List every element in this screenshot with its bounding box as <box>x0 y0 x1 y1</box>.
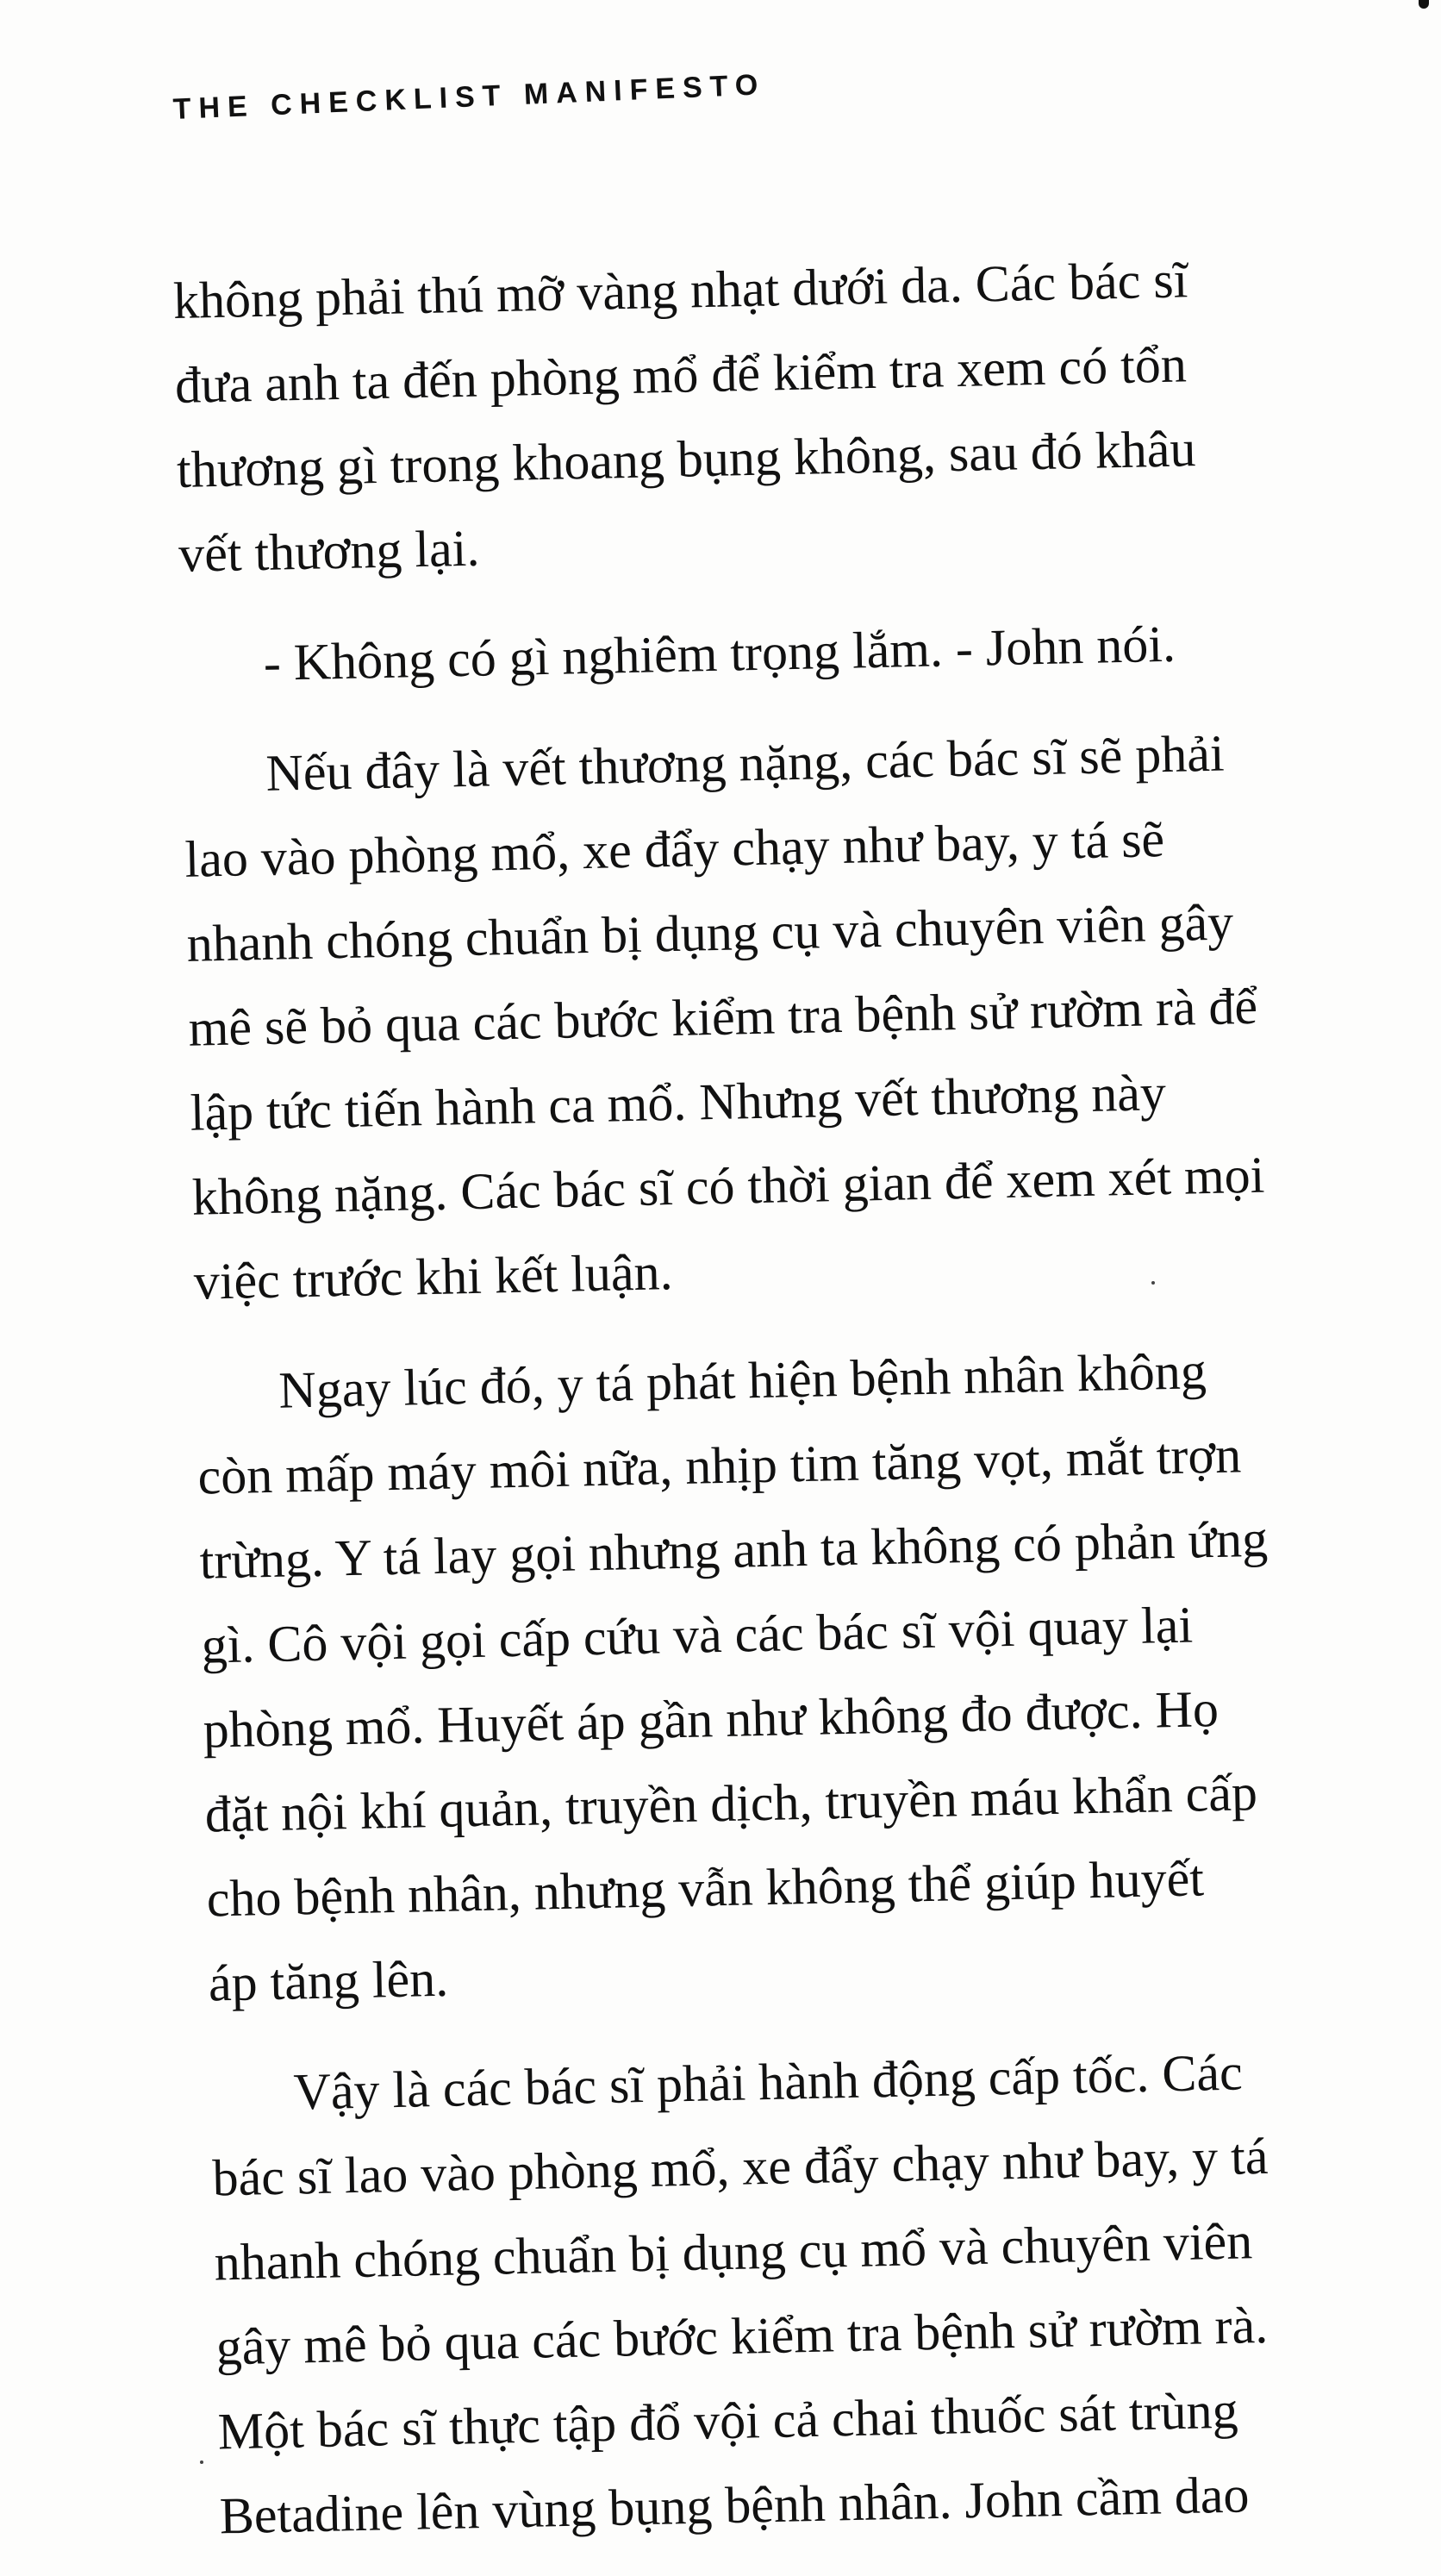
text-line: mê sẽ bỏ qua các bước kiểm tra bệnh sử rườm rà để <box>188 977 1258 1057</box>
text-line: việc trước khi kết luận. <box>193 1243 674 1310</box>
text-line: không phải thú mỡ vàng nhạt dưới da. Các bác sĩ <box>172 251 1188 329</box>
text-line: Nếu đây là vết thương nặng, các bác sĩ sẽ phải <box>265 724 1226 802</box>
text-line: không nặng. Các bác sĩ có thời gian để xem xét mọi <box>191 1146 1265 1226</box>
text-line: đặt nội khí quản, truyền dịch, truyền máu khẩn cấp <box>204 1764 1258 1843</box>
text-line: nhanh chóng chuẩn bị dụng cụ mổ và chuyên viên <box>214 2212 1253 2292</box>
paper-speck <box>1151 1281 1155 1285</box>
text-line: Betadine lên vùng bụng bệnh nhân. John cầm dao <box>219 2466 1251 2545</box>
text-line: nhanh chóng chuẩn bị dụng cụ và chuyên viên gây <box>185 893 1234 972</box>
text-line: vết thương lại. <box>178 519 481 583</box>
text-line: trừng. Y tá lay gọi nhưng anh ta không có phản ứng <box>198 1510 1269 1590</box>
paragraph <box>172 234 1360 597</box>
text-line: Vậy là các bác sĩ phải hành động cấp tốc. Các <box>292 2043 1244 2121</box>
text-line: lao vào phòng mổ, xe đẩy chạy như bay, y tá sẽ <box>184 810 1165 888</box>
text-line: áp tăng lên. <box>208 1949 449 2012</box>
paragraph <box>210 2027 1401 2559</box>
page-corner-mark <box>1419 0 1429 9</box>
text-line: thương gì trong khoang bụng không, sau đó khâu <box>176 420 1197 498</box>
text-line: Ngay lúc đó, y tá phát hiện bệnh nhân không <box>278 1342 1207 1419</box>
text-line: cho bệnh nhân, nhưng vẫn không thể giúp huyết <box>206 1849 1205 1928</box>
text-line: còn mấp máy môi nữa, nhịp tim tăng vọt, mắt trợn <box>196 1426 1242 1505</box>
paragraph <box>183 708 1376 1324</box>
text-line: lập tức tiến hành ca mổ. Nhưng vết thương này <box>190 1064 1167 1141</box>
text-line: đưa anh ta đến phòng mổ để kiểm tra xem có tổn <box>174 335 1188 414</box>
text-line: bác sĩ lao vào phòng mổ, xe đẩy chạy như bay, y tá <box>211 2127 1269 2207</box>
text-line: Một bác sĩ thực tập đổ vội cả chai thuốc sát trùng <box>217 2381 1239 2460</box>
text-line: - Không có gì nghiêm trọng lắm. - John nói. <box>263 615 1176 691</box>
paper-speck <box>200 2460 203 2464</box>
paragraph <box>196 1325 1390 2026</box>
body-text <box>172 234 1401 2558</box>
text-line: gây mê bỏ qua các bước kiểm tra bệnh sử rườm rà. <box>215 2296 1269 2376</box>
running-head: THE CHECKLIST MANIFESTO <box>172 68 767 126</box>
text-line: phòng mổ. Huyết áp gần như không đo được. Họ <box>203 1679 1220 1759</box>
text-line: gì. Cô vội gọi cấp cứu và các bác sĩ vội quay lại <box>201 1596 1194 1674</box>
